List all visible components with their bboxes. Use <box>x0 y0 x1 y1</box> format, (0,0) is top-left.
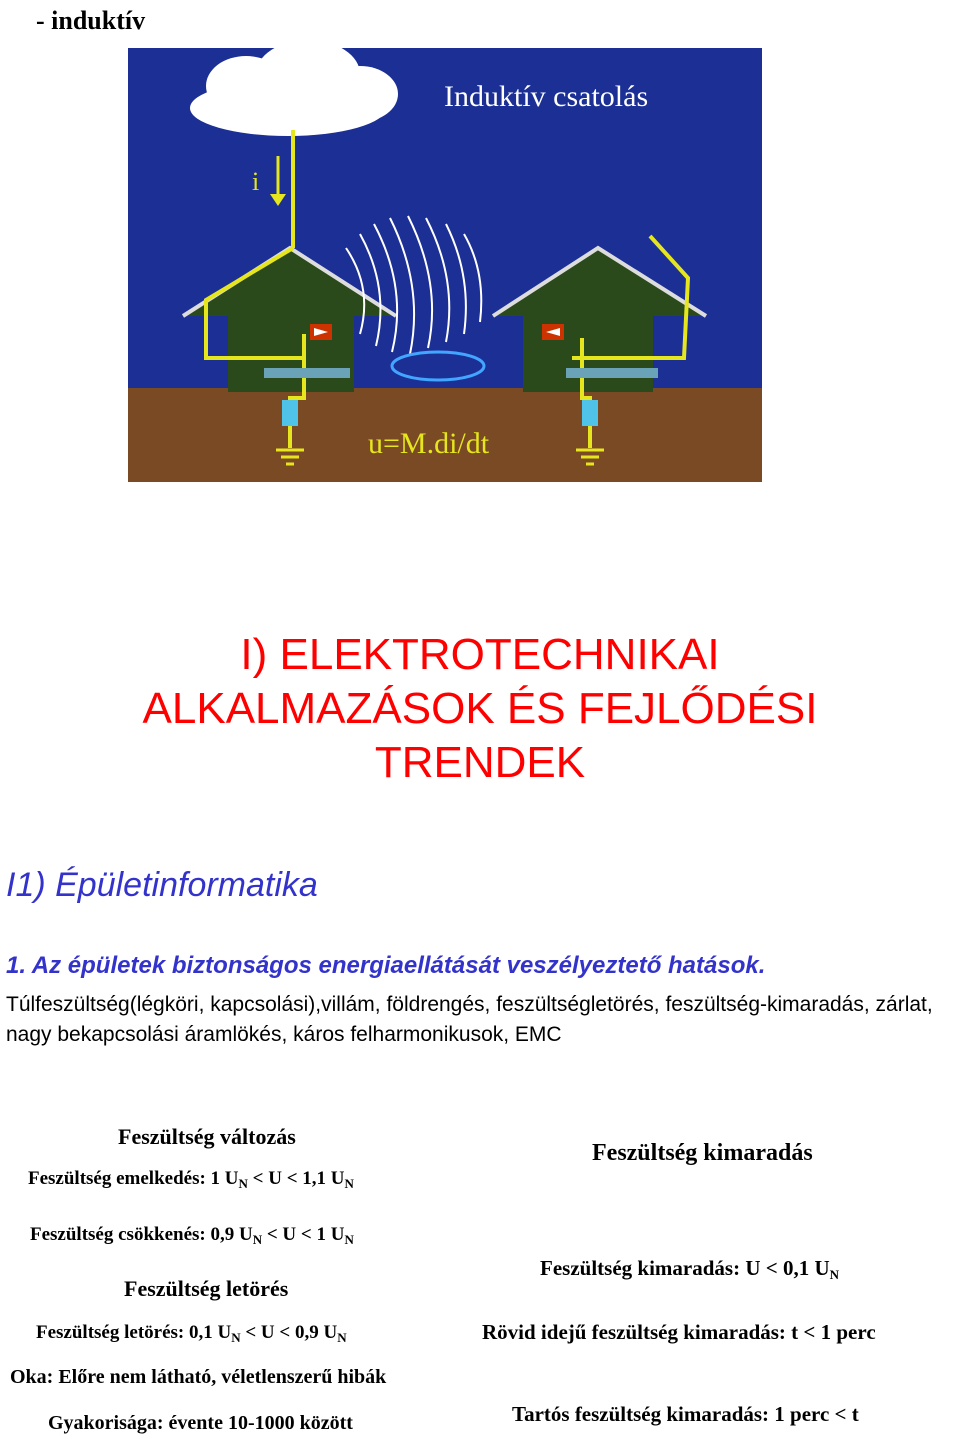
figure-title: Induktív csatolás <box>444 80 649 113</box>
current-label: i <box>252 167 260 196</box>
cause-row: Oka: Előre nem látható, véletlenszerű hibák <box>10 1366 387 1388</box>
long-outage-row: Tartós feszültség kimaradás: 1 perc < t <box>512 1402 859 1426</box>
point-title: 1. Az épületek biztonságos energiaellátását veszélyeztető hatások. <box>6 952 766 979</box>
formula-label: u=M.di/dt <box>368 427 490 460</box>
frequency-row: Gyakorisága: évente 10-1000 között <box>48 1412 353 1434</box>
main-title-line-3: TRENDEK <box>374 738 586 787</box>
voltage-dip-row: Feszültség letörés: 0,1 $U_N < U < 0,9$ $U_N$ <box>36 1322 347 1345</box>
voltage-change-heading: Feszültség változás <box>118 1124 296 1149</box>
subtitle: I1) Épületinformatika <box>6 866 318 904</box>
main-title-line-1: I) ELEKTROTECHNIKAI <box>240 630 720 679</box>
voltage-dip-heading: Feszültség letörés <box>124 1276 289 1301</box>
inductive-coupling-figure <box>128 48 762 482</box>
paragraph: Túlfeszültség(légköri, kapcsolási),villám, földrengés, feszültségletörés, feszültség-kimaradás, zárlat, nagy bekapcsolási áramlökés, káros felharmonikusok, EMC <box>6 993 933 1046</box>
left-electrode-icon <box>282 400 298 426</box>
voltage-rise-row: Feszültség emelkedés: 1 $U_N < U < 1,1$ $U_N$ <box>28 1168 354 1191</box>
outage-heading: Feszültség kimaradás <box>592 1140 813 1166</box>
outage-row: Feszültség kimaradás: U < 0,1 $U_N$ <box>540 1256 840 1282</box>
section-label: - induktív <box>36 6 146 35</box>
main-title <box>0 628 960 790</box>
left-earth-bar <box>264 368 350 378</box>
short-outage-row: Rövid idejű feszültség kimaradás: t < 1 perc <box>482 1320 876 1344</box>
right-earth-bar <box>566 368 658 378</box>
right-electrode-icon <box>582 400 598 426</box>
voltage-drop-row: Feszültség csökkenés: 0,9 $U_N < U < 1$ $U_N$ <box>30 1224 354 1247</box>
main-title-line-2: ALKALMAZÁSOK ÉS FEJLŐDÉSI <box>142 684 818 733</box>
